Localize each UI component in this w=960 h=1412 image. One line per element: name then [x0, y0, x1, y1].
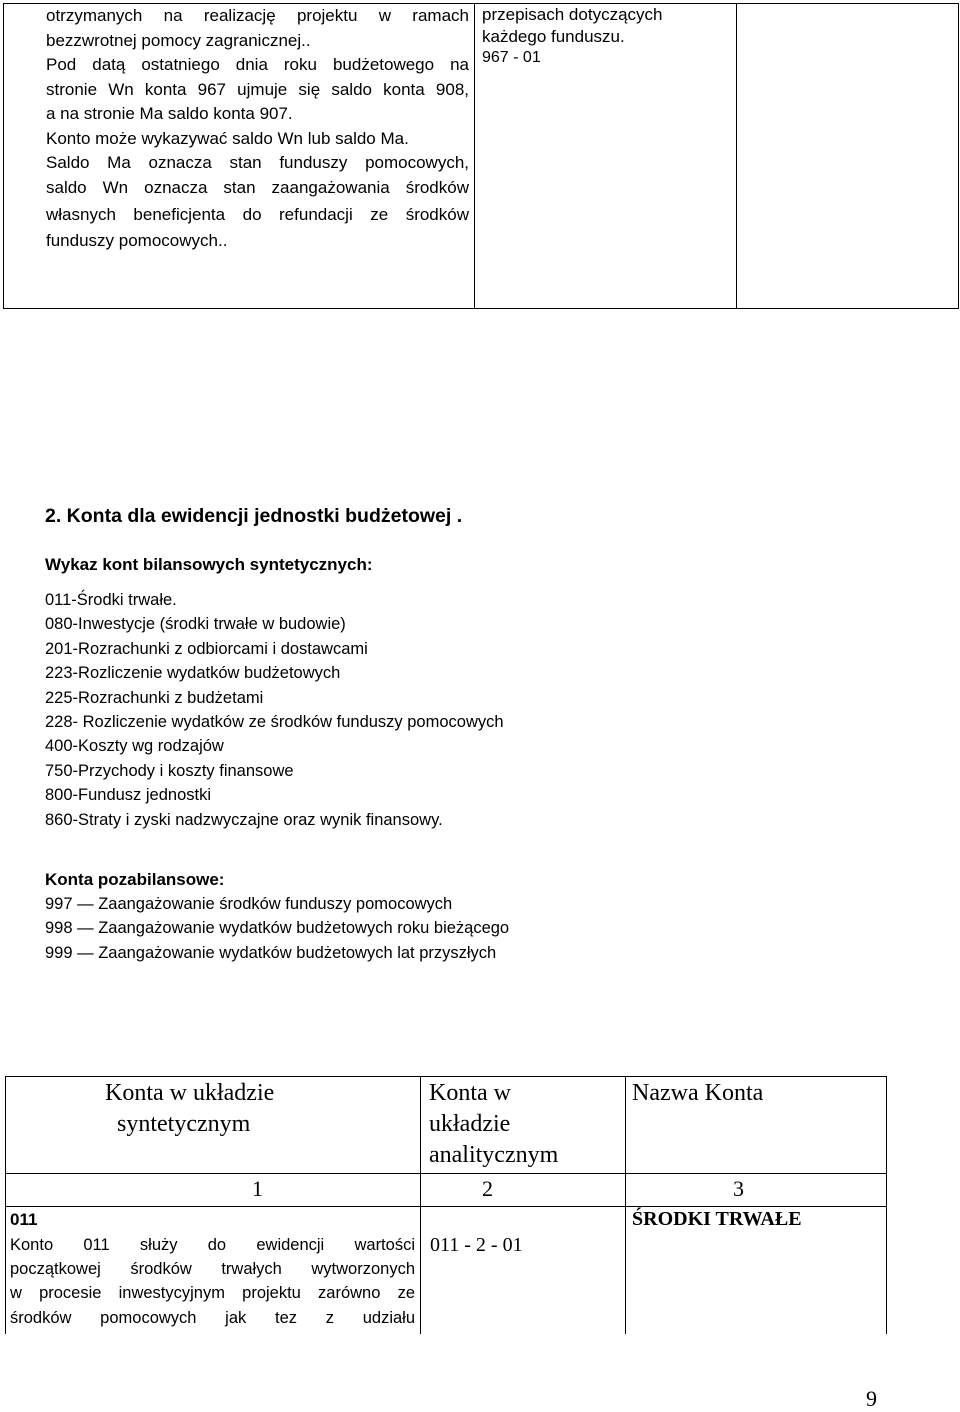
text-line: stronie Wn konta 967 ujmuje się saldo konta 908,: [46, 79, 469, 99]
balance-accounts-list: [45, 588, 504, 832]
text-line: w procesie inwestycyjnym projektu zarówno ze: [10, 1284, 415, 1303]
text-line: przepisach dotyczących: [482, 5, 663, 24]
header-account-name: Nazwa Konta: [632, 1080, 764, 1106]
column-number: 3: [733, 1176, 744, 1201]
top-table-col1-text: [46, 4, 469, 254]
page-number: 9: [866, 1386, 877, 1411]
list-item: 998 — Zaangażowanie wydatków budżetowych roku bieżącego: [45, 919, 510, 938]
list-item: 080-Inwestycje (środki trwałe w budowie): [45, 615, 346, 634]
top-table-divider-2: [736, 3, 737, 309]
balance-accounts-heading: Wykaz kont bilansowych syntetycznych:: [45, 555, 373, 574]
list-item: 011-Środki trwałe.: [45, 591, 177, 609]
column-number: 1: [252, 1176, 263, 1201]
table-rule: [886, 1076, 887, 1334]
top-table: [3, 3, 959, 309]
list-item: 999 — Zaangażowanie wydatków budżetowych lat przyszłych: [45, 943, 497, 962]
offbalance-accounts-list: [45, 892, 509, 965]
text-line: Saldo Ma oznacza stan funduszy pomocowych,: [46, 153, 469, 172]
text-line: każdego funduszu.: [482, 26, 625, 46]
list-item: 400-Koszty wg rodzajów: [45, 737, 224, 756]
list-item: 750-Przychody i koszty finansowe: [45, 761, 294, 780]
table-rule: [5, 1173, 887, 1174]
table-rule: [420, 1076, 421, 1334]
list-item: 223-Rozliczenie wydatków budżetowych: [45, 664, 341, 683]
list-item: 225-Rozrachunki z budżetami: [45, 688, 264, 707]
text-line: saldo Wn oznacza stan zaangażowania środków: [46, 177, 469, 197]
text-line: funduszy pomocowych..: [46, 231, 228, 250]
list-item: 800-Fundusz jednostki: [45, 786, 212, 805]
list-item: 860-Straty i zyski nadzwyczajne oraz wynik finansowy.: [45, 810, 443, 829]
text-line: początkowej środków trwałych wytworzonych: [10, 1260, 415, 1279]
account-name: ŚRODKI TRWAŁE: [632, 1208, 802, 1230]
list-item: 228- Rozliczenie wydatków ze środków funduszy pomocowych: [45, 713, 504, 732]
text-line: bezzwrotnej pomocy zagranicznej..: [46, 30, 311, 50]
column-number: 2: [482, 1176, 493, 1201]
table-rule: [5, 1076, 6, 1334]
header-analytic-line1: Konta w: [429, 1080, 511, 1106]
header-synthetic-line2: syntetycznym: [117, 1111, 251, 1137]
offbalance-accounts-heading: Konta pozabilansowe:: [45, 870, 225, 889]
header-analytic-line3: analitycznym: [429, 1142, 559, 1168]
header-analytic-line2: układzie: [429, 1111, 511, 1137]
text-line: Pod datą ostatniego dnia roku budżetowego na: [46, 55, 469, 74]
header-synthetic-line1: Konta w układzie: [105, 1080, 275, 1106]
account-description: [10, 1233, 415, 1330]
accounts-table: [5, 1076, 887, 1334]
text-line: Konto może wykazywać saldo Wn lub saldo Ma.: [46, 128, 409, 148]
text-line: własnych beneficjenta do refundacji ze środków: [46, 205, 469, 224]
text-line: środków pomocowych jak tez z udziału: [10, 1308, 415, 1327]
account-number: 011: [10, 1210, 38, 1229]
text-line: a na stronie Ma saldo konta 907.: [46, 104, 293, 123]
top-table-col2-text: [482, 4, 732, 69]
table-rule: [625, 1076, 626, 1334]
text-line: otrzymanych na realizację projektu w ramach: [46, 6, 469, 25]
table-rule: [5, 1076, 887, 1077]
section-title: 2. Konta dla ewidencji jednostki budżetowej .: [45, 505, 463, 527]
top-table-divider-1: [474, 3, 475, 309]
text-line: 967 - 01: [482, 49, 541, 66]
text-line: Konto 011 służy do ewidencji wartości: [10, 1236, 415, 1254]
list-item: 997 — Zaangażowanie środków funduszy pomocowych: [45, 895, 453, 913]
analytic-account: 011 - 2 - 01: [430, 1234, 523, 1256]
list-item: 201-Rozrachunki z odbiorcami i dostawcami: [45, 639, 368, 658]
